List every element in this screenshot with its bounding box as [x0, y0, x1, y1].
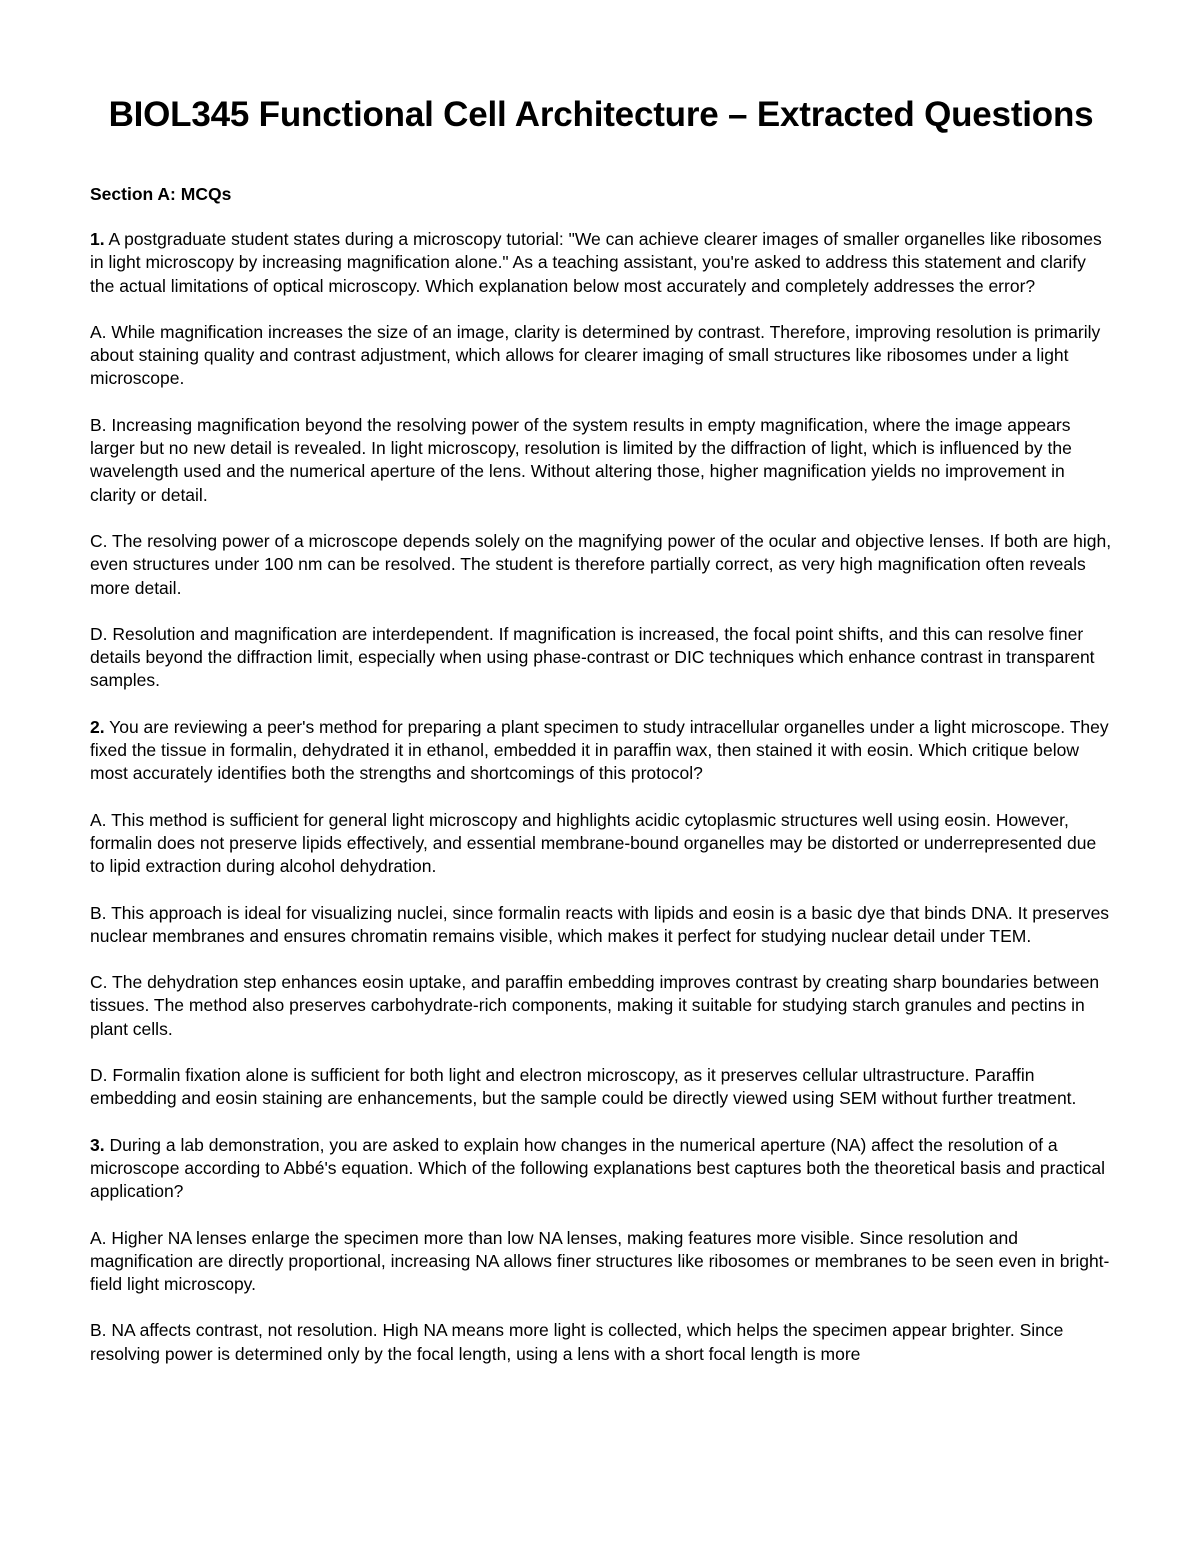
question-number: 1.: [90, 229, 105, 249]
answer-option: C. The dehydration step enhances eosin uptake, and paraffin embedding improves contrast by creating sharp boundaries between tissues. The method also preserves carbohydrate-rich components, making it suitable for studying starch granules and pectins in plant cells.: [90, 972, 1100, 1039]
answer-option: B. Increasing magnification beyond the resolving power of the system results in empty magnification, where the image appears larger but no new detail is revealed. In light microscopy, resolution is limited by the diffraction of light, which is influenced by the wavelength used and the numerical aperture of the lens. Without altering those, higher magnification yields no improvement in clarity or detail.: [90, 414, 1072, 505]
page-title: BIOL345 Functional Cell Architecture – Extracted Questions: [108, 95, 1094, 134]
question-text: During a lab demonstration, you are asked to explain how changes in the numerical aperture (NA) affect the resolution of a microscope according to Abbé's equation. Which of the following explanations best captures both the theoretical basis and practical application?: [90, 1134, 1106, 1202]
answer-option: A. Higher NA lenses enlarge the specimen more than low NA lenses, making features more visible. Since resolution and magnification are directly proportional, increasing NA allows finer structures like ribosomes or membranes to be seen even in bright-field light microscopy.: [90, 1227, 1110, 1295]
answer-option: A. This method is sufficient for general light microscopy and highlights acidic cytoplasmic structures well using eosin. However, formalin does not preserve lipids effectively, and essential membrane-bound organelles may be distorted or underrepresented due to lipid extraction during alcohol dehydration.: [90, 809, 1097, 877]
answer-option: B. NA affects contrast, not resolution. High NA means more light is collected, which helps the specimen appear brighter. Since resolving power is determined only by the focal length, using a lens with a short focal length is more: [90, 1320, 1064, 1364]
answer-option: B. This approach is ideal for visualizing nuclei, since formalin reacts with lipids and eosin is a basic dye that binds DNA. It preserves nuclear membranes and ensures chromatin remains visible, which makes it perfect for studying nuclear detail under TEM.: [90, 902, 1110, 946]
question-stem: [90, 716, 1112, 786]
answer-option: D. Formalin fixation alone is sufficient for both light and electron microscopy, as it preserves cellular ultrastructure. Paraffin embedding and eosin staining are enhancements, but the sample could be directly viewed using SEM without further treatment.: [90, 1065, 1077, 1109]
question-stem: [90, 228, 1112, 298]
question-number: 2.: [90, 716, 105, 737]
answer-option: D. Resolution and magnification are interdependent. If magnification is increased, the focal point shifts, and this can resolve finer details beyond the diffraction limit, especially when using phase-contrast or DIC techniques which enhance contrast in transparent samples.: [90, 623, 1095, 691]
question-stem: [90, 1134, 1112, 1204]
question-text: A postgraduate student states during a microscopy tutorial: "We can achieve clearer images of smaller organelles like ribosomes in light microscopy by increasing magnification alone." As a teaching assistant, you're asked to address this statement and clarify the actual limitations of optical microscopy. Which explanation below most accurately and completely addresses the error?: [90, 229, 1102, 296]
question-text: You are reviewing a peer's method for preparing a plant specimen to study intracellular organelles under a light microscope. They fixed the tissue in formalin, dehydrated it in ethanol, embedded it in paraffin wax, then stained it with eosin. Which critique below most accurately identifies both the strengths and shortcomings of this protocol?: [90, 716, 1109, 784]
section-heading: Section A: MCQs: [90, 184, 232, 204]
answer-option: A. While magnification increases the size of an image, clarity is determined by contrast. Therefore, improving resolution is primarily about staining quality and contrast adjustment, which allows for clearer imaging of small structures like ribosomes under a light microscope.: [90, 321, 1101, 389]
question-number: 3.: [90, 1134, 105, 1155]
answer-option: C. The resolving power of a microscope depends solely on the magnifying power of the ocular and objective lenses. If both are high, even structures under 100 nm can be resolved. The student is therefore partially correct, as very high magnification often reveals more detail.: [90, 530, 1112, 598]
